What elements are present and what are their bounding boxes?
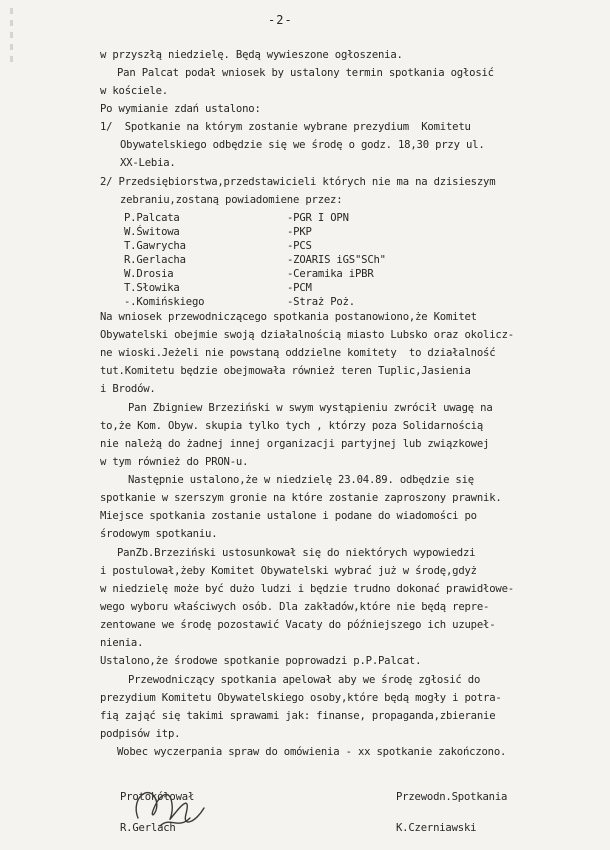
text-line: podpisów itp. [100,728,181,740]
text-line: wego wyboru właściwych osób. Dla zakładów,które nie będą repre- [100,601,490,613]
text-line: Obywatelski obejmie swoją działalnością miasto Lubsko oraz okolicz- [100,329,514,341]
text-line: w tym również do PRON-u. [100,456,249,468]
recorder-label: Protokółował [120,791,195,803]
text-line: zebraniu,zostaną powiadomiene przez: [120,194,343,206]
text-line: nie należą do żadnej innej organizacji partyjnej lub związkowej [100,438,490,450]
text-line: 2/ Przedsiębiorstwa,przedstawicieli których nie ma na dzisieszym [100,176,496,188]
text-line: fią zająć się takimi sprawami jak: finanse, propaganda,zbieranie [100,710,496,722]
list-company: -PCS [287,240,312,252]
text-line: i Brodów. [100,383,156,395]
text-line: Przewodniczący spotkania apelował aby we środę zgłosić do [128,674,481,686]
text-line: środowym spotkaniu. [100,528,218,540]
text-line: Pan Palcat podał wniosek by ustalony termin spotkania ogłosić [117,67,494,79]
list-company: -Straż Poż. [287,296,355,308]
text-line: to,że Kom. Obyw. skupia tylko tych , którzy poza Solidarnością [100,420,484,432]
list-name: W.Drosia [124,268,174,280]
text-line: Na wniosek przewodniczącego spotkania postanowiono,że Komitet [100,311,477,323]
list-company: -ZOARIS iGS"SCh" [287,254,386,266]
list-name: R.Gerlacha [124,254,186,266]
text-line: prezydium Komitetu Obywatelskiego osoby,które będą mogły i potra- [100,692,502,704]
handwritten-signature [120,778,230,838]
text-line: w niedzielę może być dużo ludzi i będzie trudno dokonać prawidłowe- [100,583,514,595]
chair-name: K.Czerniawski [396,822,477,834]
recorder-name: R.Gerlach [120,822,176,834]
list-name: T.Gawrycha [124,240,186,252]
list-name: W.Świtowa [124,226,180,238]
text-line: i postulował,żeby Komitet Obywatelski wybrać już w środę,gdyż [100,565,477,577]
list-name: T.Słowika [124,282,180,294]
text-line: tut.Komitetu będzie obejmowała również teren Tuplic,Jasienia [100,365,471,377]
list-company: -PKP [287,226,312,238]
list-company: -PGR I OPN [287,212,349,224]
text-line: Ustalono,że środowe spotkanie poprowadzi p.P.Palcat. [100,655,422,667]
text-line: PanZb.Brzeziński ustosunkował się do niektórych wypowiedzi [117,547,476,559]
text-line: 1/ Spotkanie na którym zostanie wybrane prezydium Komitetu [100,121,471,133]
text-line: w przyszłą niedzielę. Będą wywieszone ogłoszenia. [100,49,403,61]
text-line: Obywatelskiego odbędzie się we środę o godz. 18,30 przy ul. [120,139,485,151]
page-number: -2- [268,13,293,27]
text-line: Po wymianie zdań ustalono: [100,103,261,115]
text-line: zentowane we środę pozostawić Vacaty do późniejszego ich uzupeł- [100,619,496,631]
list-company: -PCM [287,282,312,294]
text-line: Następnie ustalono,że w niedzielę 23.04.89. odbędzie się [128,474,474,486]
scan-margin-mark [10,8,13,68]
text-line: spotkanie w szerszym gronie na które zostanie zaproszony prawnik. [100,492,502,504]
text-line: w kościele. [100,85,168,97]
list-name: P.Palcata [124,212,180,224]
list-name: -.Komińskiego [124,296,205,308]
text-line: Pan Zbigniew Brzeziński w swym wystąpieniu zwrócił uwagę na [128,402,493,414]
chair-label: Przewodn.Spotkania [396,791,508,803]
list-company: -Ceramika iPBR [287,268,374,280]
text-line: ne wioski.Jeżeli nie powstaną oddzielne komitety to działalność [100,347,496,359]
text-line: XX-Lebia. [120,157,176,169]
text-line: nienia. [100,637,144,649]
text-line: Wobec wyczerpania spraw do omówienia - xx spotkanie zakończono. [117,746,507,758]
text-line: Miejsce spotkania zostanie ustalone i podane do wiadomości po [100,510,477,522]
